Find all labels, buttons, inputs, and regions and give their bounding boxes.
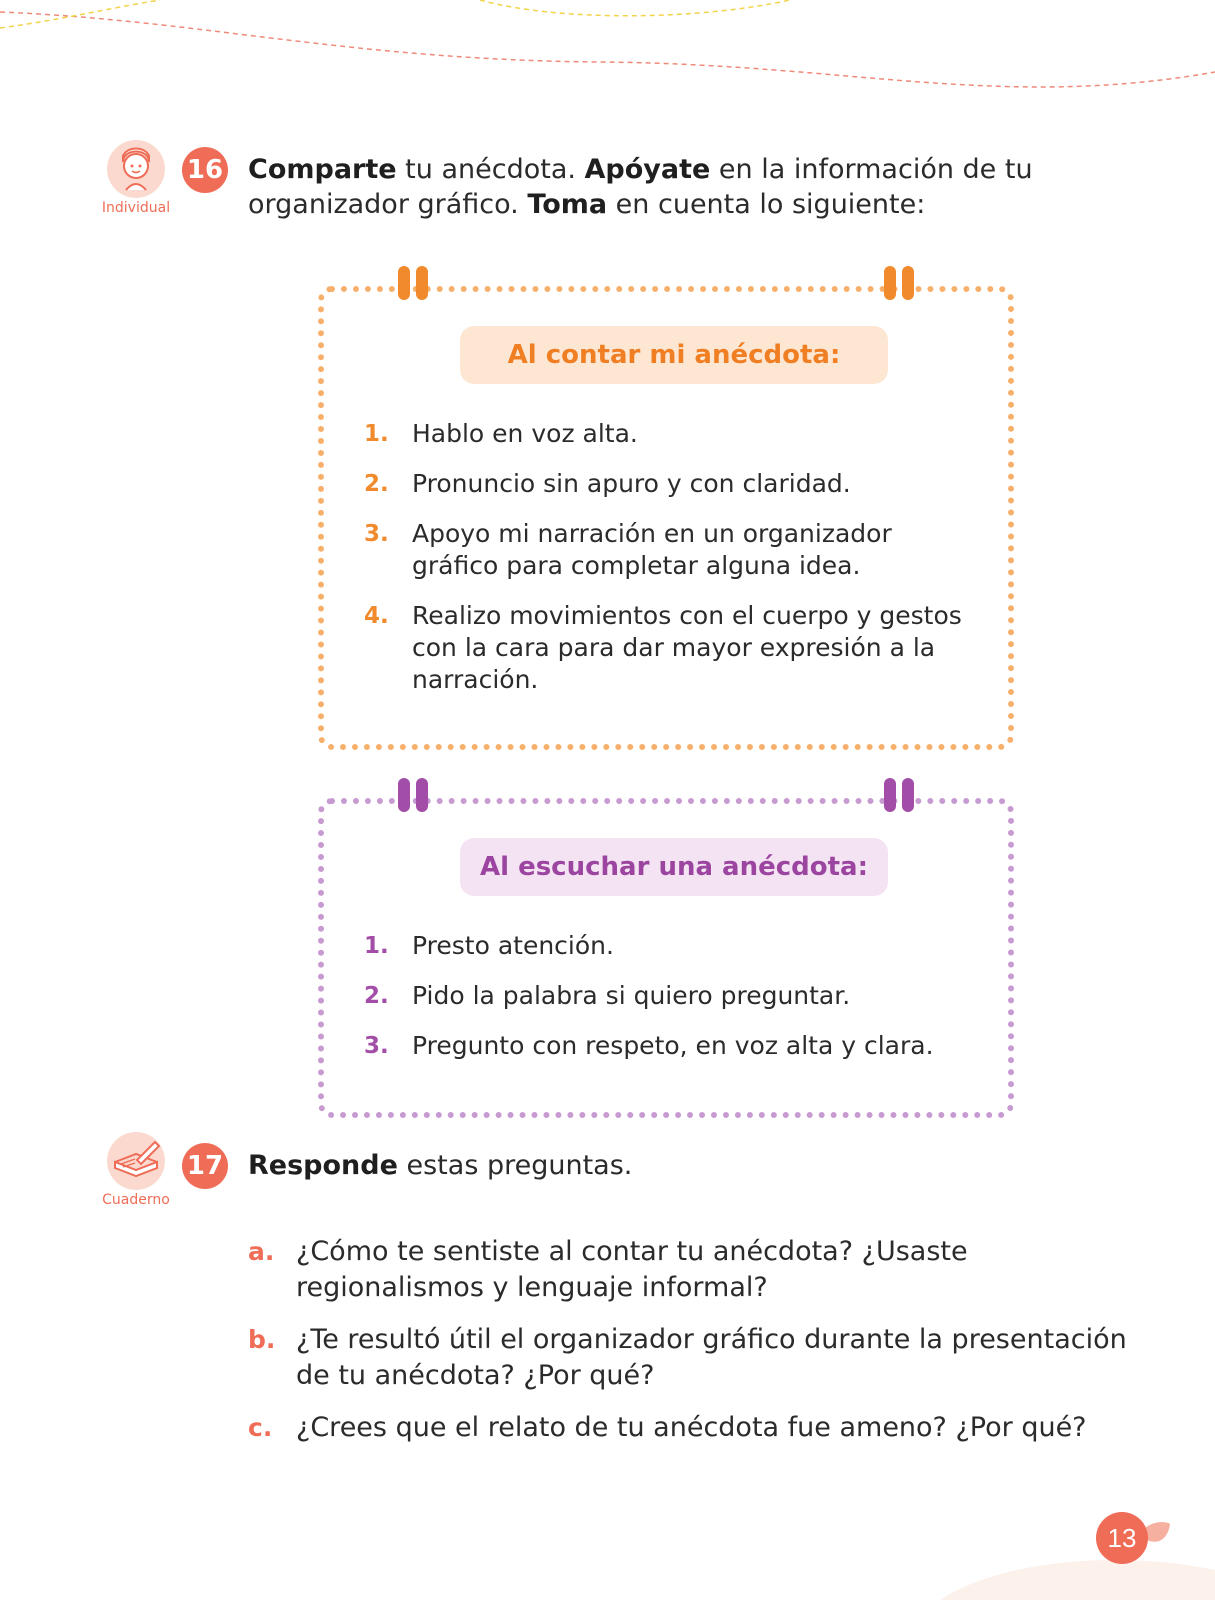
activity-instruction — [248, 152, 1088, 222]
question-text: ¿Cómo te sentiste al contar tu anécdota? ¿Usaste regionalismos y lenguaje informal? — [296, 1236, 968, 1303]
activity-number-badge: 17 — [182, 1143, 228, 1189]
binder-ring — [884, 778, 896, 812]
listening-guidelines-box — [318, 798, 1014, 1118]
list-item — [364, 930, 984, 962]
question-item — [248, 1322, 1148, 1394]
student-icon — [107, 140, 165, 198]
item-text: Pido la palabra si quiero preguntar. — [412, 981, 851, 1010]
list-item — [364, 600, 984, 696]
instruction-text: en la información de tu organizador gráfico. — [248, 154, 1033, 220]
item-number: 3. — [364, 1033, 389, 1059]
instruction-verb: Responde — [248, 1150, 398, 1181]
item-text: Realizo movimientos con el cuerpo y gestos con la cara para dar mayor expresión a la narración. — [412, 601, 962, 694]
telling-list — [364, 418, 984, 714]
binder-ring — [398, 266, 410, 300]
binder-ring — [902, 266, 914, 300]
question-letter: b. — [248, 1325, 276, 1354]
item-number: 4. — [364, 603, 389, 629]
top-wave-decoration — [0, 0, 1215, 110]
item-text: Pronuncio sin apuro y con claridad. — [412, 469, 851, 498]
notebook-pencil-icon — [107, 1132, 165, 1190]
binder-ring — [884, 266, 896, 300]
instruction-verb: Comparte — [248, 154, 397, 185]
instruction-text: estas preguntas. — [397, 1150, 633, 1181]
telling-guidelines-box — [318, 286, 1014, 750]
instruction-text: en cuenta lo siguiente: — [607, 189, 926, 220]
notebook-activity-icon — [96, 1132, 176, 1208]
binder-ring — [416, 266, 428, 300]
instruction-text: tu anécdota. — [396, 154, 585, 185]
listening-list — [364, 930, 984, 1080]
item-text: Apoyo mi narración en un organizador gráfico para completar alguna idea. — [412, 519, 892, 580]
instruction-verb: Toma — [527, 189, 608, 220]
binder-ring — [398, 778, 410, 812]
instruction-verb: Apóyate — [584, 154, 711, 185]
question-text: ¿Crees que el relato de tu anécdota fue ameno? ¿Por qué? — [296, 1412, 1087, 1443]
icon-caption: Cuaderno — [102, 1192, 170, 1208]
item-text: Pregunto con respeto, en voz alta y clara. — [412, 1031, 934, 1060]
individual-activity-icon — [96, 140, 176, 216]
item-number: 2. — [364, 471, 389, 497]
icon-caption: Individual — [101, 200, 171, 216]
binder-ring — [902, 778, 914, 812]
list-item — [364, 468, 984, 500]
list-item — [364, 1030, 984, 1062]
item-text: Hablo en voz alta. — [412, 419, 638, 448]
item-number: 2. — [364, 983, 389, 1009]
question-letter: c. — [248, 1413, 273, 1442]
item-number: 1. — [364, 933, 389, 959]
list-item — [364, 980, 984, 1012]
list-item — [364, 518, 984, 582]
item-number: 3. — [364, 521, 389, 547]
page-number: 13 — [1096, 1512, 1148, 1564]
bottom-blob-decoration — [0, 1520, 1215, 1600]
item-number: 1. — [364, 421, 389, 447]
question-item — [248, 1410, 1148, 1446]
activity-instruction — [248, 1148, 1088, 1183]
binder-ring — [416, 778, 428, 812]
questions-list — [248, 1234, 1148, 1462]
question-text: ¿Te resultó útil el organizador gráfico durante la presentación de tu anécdota? ¿Por qué? — [296, 1324, 1127, 1391]
list-item — [364, 418, 984, 450]
question-item — [248, 1234, 1148, 1306]
item-text: Presto atención. — [412, 931, 614, 960]
box-title: Al escuchar una anécdota: — [460, 838, 888, 896]
question-letter: a. — [248, 1237, 275, 1266]
box-title: Al contar mi anécdota: — [460, 326, 888, 384]
activity-number-badge: 16 — [182, 147, 228, 193]
